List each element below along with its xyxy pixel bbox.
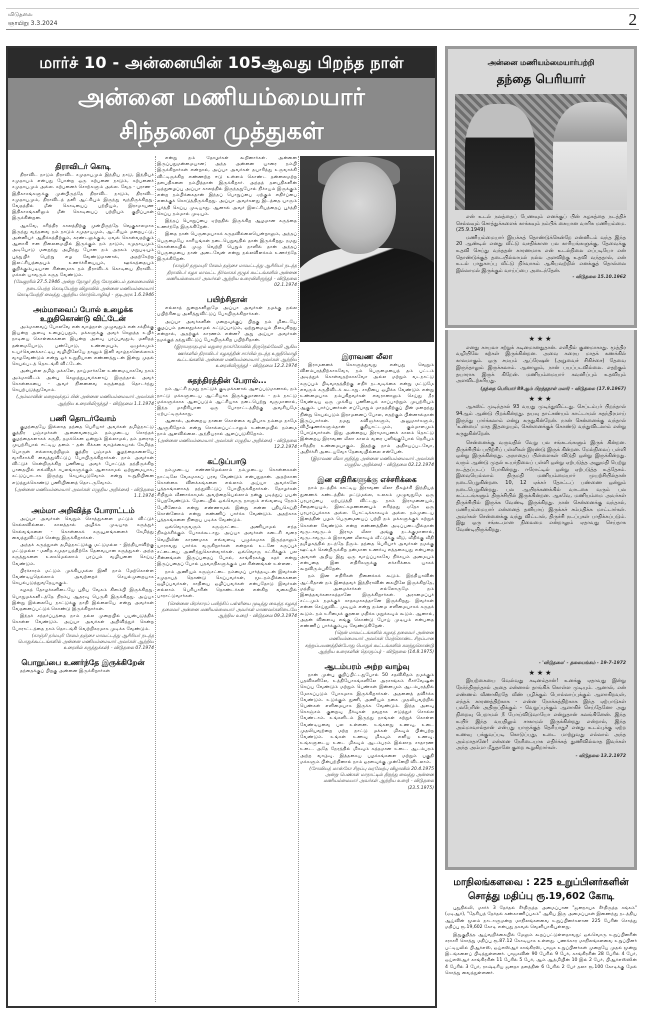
section-paragraph: திராவிட நாடும் திராவிட சமுதாயமும் இந்திய நாடு, இந்தியச் சமுதாயம் என்பது போன்ற ஒரு கற்பனை நாடும், கற்பனைச் சமுதாயமும் அல்ல. கற்பனைச் சொற்களும் அல்ல. வேத - புராண - இதிகாசங்களுக்கு முன்பிருந்தே திராவிட நாடும், திராவிட சமுதாயமும், திராவிடத் தனி ஆட்சியும் இருந்து வந்திருக்கிறது. வேதத்தில் மீன் கொடியைப் பற்றியும், இராமாயண இதிகாசங்களிலும் மீன் கொடியைப் பற்றியும் குறிப்புகள் இருக்கின்றன. <box>12 173 154 222</box>
issue-date: ஞாயிறு 3.3.2024 <box>8 20 58 27</box>
news-paragraph: புதுதில்லி, மார்ச் 3 தேர்தல் சீர்திருத்த அமைப்பான "ஜனநாயக சீர்திருத்த சங்கம்" (ஏடிஆர்), "தேசியத் தேர்தல் கண்காணிப்பகம்" ஆகிய இரு அமைப்புகள் இணைந்து நடத்திய ஆய்வின் மூலம் நாடாளுமன்ற மாநிலங்களவை உறுப்பினர்களான 225 பேரின் சொத்து மதிப்பு ரூ.19,602 கோடி என்பது தகவல் வெளியாகியுள்ளது. <box>445 906 637 930</box>
section-paragraph: நாம் நடத்திக் காட்டிய இராவண லீலா நிகழ்ச்சி இந்தியத் துணைக் கண்டத்தில் மட்டுமல்ல, உலகம் முழுவதுமே ஒரு பரபரப்பை ஏற்படுத்தி விட்டது. நாம் இராமனையும், சீதையையும், இலட்சுமணனையும் எரித்தது ஏதோ ஒரு பரபரப்புக்காக அல்ல. போட்டிக்காகவும் அல்ல. நம்முடைய இனத்தின் பழம் பெருமையைப் பற்றி நம் மக்களுக்குக் கற்றுக் கொள்ள வேண்டும் என்ற எண்ணத்தின் அடிப்படையில்தான் வருடாவருடம் இராம லீலா அங்கு நடக்குமானால், வருடாவருடம் இராவண லீலாவும் வீட்டுக்கு வீடு, வீதிக்கு வீதி தமிழகத்தில் நடந்தே தீரும். தந்தை பெரியார் அவர்கள் நமக்கு ஊட்டிச் சென்றிருக்கிற தன்மான உணர்வு எத்தகையது என்பதை அவாள் அறிய இது ஒரு வாய்ப்பாகவே நிச்சயம் அமையும் என்பதை இன எதிரிகளுக்கு எச்சரிக்கை யாகக் கூறவிரும்புகிறேன். <box>300 486 434 573</box>
section-paragraph: அந்தக் கருத்துகள் தமிழ்நாட்டுக்கு மட்டுமல்ல - இந்தியாவிற்கு மட்டுமல்ல - மனித சமுதாயத்திற்கே தேவையான கருத்துகள். அந்த கருத்துகளை உலகமெல்லாம் பரப்பும் வழியனை செய்ய வேண்டும். <box>12 542 154 567</box>
section-paragraph: குழந்தையே இல்லாத தந்தை பெரியார் அவர்கள் தமிழ்நாட்டு குத்திர பஞ்சமர்கள் அனைவரையும் தம்முடைய சொந்தக் குழந்தைகளாகக் கருதி, தமக்கென ஒன்றும் இல்லாமல், தம் தளராத முயற்சியால் ஈட்டிய தனம் - தன் சிக்கன வாழ்க்கையால் சேமித்த பொருள் எல்லாவற்றிலும் குத்திர பஞ்சமக் குழந்தைகளையே வாரிசாக்கி வைத்துவிட்டுப் போயிருக்கிறார்கள். நாம் அவர்கள் விட்டுச் சென்றிருக்கிற பணியை அவர் போட்டுத் தந்திருக்கிற பாதையில் எவ்விதச் சபலங்களுக்கும் ஆளாகாமல் ஒற்றுமையாக, கட்டுப்பாடாக இருந்து செயல்படுவோம் என்று உறுதியினை எடுத்துக்கொண்டு பணியினைத் தொடருவோம். <box>12 424 154 486</box>
section-paragraph: நம்முடைய எண்ணமெல்லாம் நம்முடைய கொள்கைகள் நாட்டிலே வேகமாகப் பரவ வேண்டும் என்பதுதான். அதற்கான கொள்கை விளக்கங்களை எல்லாம் அய்யா அவர்களே புத்தகங்களாகத் தந்துவிட்டுப் போயிருக்கிறார்கள். தோழர்கள் சிறிதும் வீணாக்காமல் அவற்றையெல்லாம் நன்கு படித்துப் பயன் பெறவேண்டும். மேடையில் ஒவ்வொரு நாளும் எவ்வளவு நேரம் பேசினோம் என்று எண்ணாமல் இன்று என்ன புதியசெய்தி சொன்னோம் என்று எண்ணிப் பார்க்க வேண்டும். அதற்காக புத்தகங்களை நிறைய படிக்க வேண்டும். <box>157 468 297 523</box>
sidebar-quote-1 <box>448 210 634 282</box>
separator-stars: ★★★ <box>528 394 554 403</box>
section-source: (தென் மாவட்டங்களில் கழகத் தலைவர் அன்னை மணியம்மையார் அவர்கள் மேற்கொண்ட சிறப்பான சுற்றுப்பயணத்தின்போது பொதுக் கூட்டங்களில் கலந்துகொண்டு ஆற்றிய உரைகளின் தொகுப்பு) - விடுதலை (14.8.1975) <box>304 631 434 655</box>
story-column-3 <box>300 346 434 1002</box>
section-source: (அன்னை மணியம்மையார் அவர்கள் எழுதிய அறிக்கை) - விடுதலை 1.1.1974 <box>14 487 154 499</box>
section-source: (இராவண லீலா குறித்து அன்னை மணியம்மையார் அவர்கள் எழுதிய அறிக்கை) - விடுதலை 02.12.1974 <box>310 457 434 469</box>
quote-source: - 'விடுதலை' - தலையங்கம் - 19-7-1972 <box>538 661 626 666</box>
section-paragraph: இந்தச் சந்தர்ப்பத்தை நாம் நல்ல முறையில் பயன்படுத்திக் கொள்ள வேண்டும். அய்யா அவர்கள் அறிவித்துச் சென்ற போராட்டத்தை நாம் தொடங்கி வெற்றிகரமாக முடிக்க வேண்டும். <box>12 614 154 632</box>
separator-stars: ★★★ <box>528 335 554 343</box>
sidebar-subtitle: அன்னை மணியம்மையார்பற்றி <box>487 58 595 67</box>
column-divider <box>298 156 299 1002</box>
quote-source: - விடுதலை 13.2.1972 <box>575 754 626 760</box>
section-heading: ஆடம்பரம் அற்ற வாழ்வு <box>324 661 410 671</box>
section-paragraph: அன்புள்ள தமிழ் மக்களே, தாய்மார்களே உண்மையாகவே நாம் அம்மாவிடம் அன்பு செலுத்துபவர்களாய் இருந்தால் அவர் கொள்கையை - அவர் நினைவை கருத்தைத் தொடர்ந்து செயற்படுத்துவோம். <box>12 369 154 394</box>
section-heading: பயிற்சிதான் <box>206 295 248 305</box>
masthead <box>6 8 639 30</box>
sidebar-quotes-continued <box>445 330 637 658</box>
section-paragraph: இந்தப் பொறுப்பை ஏற்றதில் இருக்கிற ஆழமான கருத்தை உணர்ந்தே இருக்கிறேன். <box>157 219 297 231</box>
section-paragraph: இராமனைக் கொளுத்துவது என்பது வெறும் விளம்பரத்திற்காகவோ, நம் பெருமையைத் தம் பட்டம் அடித்துக் கொள்வதற்காகவோ அல்ல மற்றும் வடநாட்டு கருப்பும் பிடிவாதத்திற்கு எதிர் நடவடிக்கை என்று மட்டுமே எவரும் கருதிவிடக் கூடாது. சாதியை ஒழிக்க வேண்டும் என்று உண்மையாக நம்புகிறவர்கள் எவரானாலும் செய்து தீர வேண்டிய ஒரு முக்கிய பணியைக் காப்பாற்றும் முயற்சியும் ஆகும். பார்ப்பனர்கள் எப்போதும் மாதத்திற்குப் பின் மறைந்து நின்று செயல்படும் இராமனைப் போல, எதற்கும் பின்னால்தான் இருப்பார்கள். நமது கவிஞர்களும், அனுமார்களும், விபீஷணர்களும்தான் குதியாட்டமும், கும்மாளமும் போடுவார்கள். இது அன்றைய இராமாயணக் காலம் தொட்டு இன்றைய இராவண லீலா காலம் வரை பளிங்குபோல் தெரியும் சரித்திர உண்மையாகும். இதற்கு நாம் அதிசயப்படவோ, அதிர்ச்சி அடையவோ தேவையில்லை என்பேன். <box>300 363 434 455</box>
sidebar-photo <box>455 94 627 210</box>
quote-paragraph: சென்னைக்கு வருவதில் வேறு பல சங்கடங்களும் இருக் கின்றன. திருச்சியில் பயிற்சிப் பள்ளிகள் இரண்டு இருக் கின்றன. மேல்நிலைப் பள்ளி ஒன்று இருக்கின்றது. அநாதைப் பிள்ளைகள் விடுதி ஒன்று இருக்கின்றது. வரும் ஆண்டு முதல் உயர்நிலைப் பள்ளி ஒன்று ஏற்படுத்த அனுமதி பெற்று நடத்தப்படப் போகின்றது. ஈரோட்டில் ஒன்று ஏற்படுத்த உத்தேசம். இவையெல்லாம் திருமதி மணியம்மையார் முயற்சியில்தான் நடைபெறுகின்றன. 10, 12 ஏக்கர் தோட்டப் பண்ணை ஒன்றும் நடைபெறுகின்றது. பல ஆயிரக்கணக்கில் வாடகை வரும் பல கட்டடங்களும் திருச்சியில் இருக்கின்றன. ஆகவே, மணியம்மை அவர்கள் திருச்சியில் இருக்க வேண்டி இருக்கிறது. நான் சென்னைக்கு வந்தால், மணியம்மையார் என்னைத் தனியாய் இருக்கச் சம்மதிக்க மாட்டார்கள். அவர்கள் சென்னைக்கு வந்து விட்டால், திருச்சி நடப்புகள் பாதிக்கப்படும். இது ஒரு சங்கடமான நிலைமை என்றாலும் ஏதாவது செய்தாக வேண்டியிருக்கிறது. <box>456 439 626 533</box>
quote-source: - விடுதலை 15.10.1962 <box>572 275 626 281</box>
sidebar-box <box>445 46 637 328</box>
section-paragraph: பிரச்சாரம் மட்டும் முக்கியமல்ல இனி நாம் மேற்கொள்ள வேண்டியதெல்லாம் அவற்றைச் செயல்முறையாக செயல்படுத்துவதேயாகும். <box>12 568 154 587</box>
column-divider <box>155 156 156 1002</box>
quote-paragraph: என் உடல் நலத்தைப் பேணவும் எனக்குப் பின் கழகத்தை நடத்திச் செல்லவும் சொத்துக்களைக் காக்கவும் நம்பிக் கையான வாரிசு மணியம்மை. (25.9.1949) <box>456 214 626 234</box>
section-paragraph: கழகத் தோழர்களிடையே புதிய வேகம் கிளம்பி இருக்கிறது. பொதுமக்களிடத்தே நிரம்ப ஆதரவு பெருகி இருக்கிறது. அய்யா இன்று இல்லையே நாட்டுக்கு நாதி இல்லையே என்று அவர்கள் வேதனைப்பட்டுக் கொண்டு இருக்கிறார்கள். <box>12 588 154 612</box>
section-paragraph: அய்யா அவர்களின் மறைவுக்குப் பிறகு நம் மிடையே குழப்பம் தலைதூக்காமல் கட்டுப்பாடும், ஒற்றுமையும் நிலவுகிறது என்றால், அதற்குக் காரணம் என்ன? அது அய்யா அவர்கள் நமக்குத் தந்துவிட்டுப் போயிருக்கிற பயிற்சிதான். <box>157 319 297 344</box>
quote-paragraph: இயற்கையை வெல்வது கடினம்தான்! உனக்கு ஏதாவது இன்று நேர்ந்திருந்தால் அதை என்னால் தாங்கிக் கொள்ள முடியும். ஆனால், என் எண்ணம் வீணாகிறதே வீண் பழிக்கும் பொல்லாப்புக்கும் ஆளாகிறவள், எந்தக் காரணத்திற்காக - என்ன நோக்கத்திற்காக இந்த ஏற்பாடுகள் பலபேரின் அதிருப்திக்கும் - வெறுப்புக்கும் ஆளாகிச் செய்தேனோ அது நிறைவு பெறாமல் நீ போய்விடுவாயோ என்றுதான் கலங்கினேன். இந்த உயிர் இந்த வயதிலும் சாகாமல் இருக்கின்றது என்றால், இந்த அம்மாவால்தான் என்பது யாருக்குத் தெரியாது? எனது உடம்புக்கு ஏற்ற உணவு பக்குவப்படி கொடுப்பது, உடை மாற்றுவது எல்லாம் அந்த அம்மாதானே! என்னை நேரிடையாக எதிர்க்கத் துணிவில்லாத இவர்கள் அந்த அம்மா மீதுதானே குறை கூறுகிறார்கள். <box>456 678 626 752</box>
quote-source: (தந்தை பெரியார் 89ஆம் பிறந்தநாள் மலர்) - விடுதலை (17.9.1967) <box>480 386 626 392</box>
section-source: (காஞ்சி தர்மபுரி சேலம் தஞ்சை மாவட்டத்து ஆசிரியர் நடத்த பொதுக்கூட்டங்களில் அன்னை மணியம்மையார் அவர்கள் ஆற்றிய உரையில் கருத்துக்கள்) - விடுதலை 07.1974 <box>17 633 154 652</box>
section-heading: பணி தொடர்வோம் <box>49 413 117 423</box>
photo-person-periyar <box>553 102 627 210</box>
main-story <box>6 46 437 1008</box>
section-paragraph: நான் முன்பு குறிப்பிட்டதுபோல் 50 சதவிகிதம் நமக்கும் பதவிகளிலே, உத்தியோகங்களிலே அரசாங்கம் ரிசர்வேஷன் செய்ய வேண்டும் மற்றும் பெண்கள் இன்னமும் ஆடம்பரத்தில் மோகப்படும் போகமாக இருக்கிறார்கள். அதனைத் தவிர்க்க வேண்டும். உடுக்கும் துணி, அணியும் நகை முதலியவற்றில் பெண்கள் எளிமையாக இருக்க வேண்டும். இந்த அளவு கொஞ்சம் குறைவு தீர்வுகள் தவறாக எடுத்துச் சொல்ல வேண்டாம். உங்களிடம் இருந்து நாங்கள் கற்றுக் கொள்ள வேண்டியவை பல உள்ளன. உங்களது உணவு, உடை முதலியவற்றை மற்ற நாட்டு மக்கள் மிகவும் பின்பற்ற வேண்டும். உங்கள் உணவு மிகவும் எளிய உணவு. உங்களுடைய உடை மிகவும் ஆடம்பரம் இல்லாத சாதாரண உடை. அதே நேரத்தில் மிகவும் சுத்தமான உடை. ஆடம்பரம் அற்ற வாழ்வு. இத்தகைய பழக்கங்களை மற்றும் பகுதி மக்களும் பின்பற்றினால் நாம் ஓரளவுக்கு முன்னேறி விடலாம். <box>300 672 434 765</box>
section-source: (அம்மாவின் மறைவுக்குப் பின் அன்னை மணியம்மையார் அவர்கள் ஆற்றிய உரையிலிருந்து) - விடுதலை 1.1.1974 <box>16 395 154 407</box>
section-heading: சுதந்திரத்தின் பேரால்... <box>187 376 267 386</box>
section-heading: பொறுப்பை உணர்ந்தே இருக்கிறேன் <box>21 658 145 668</box>
section-paragraph: நம் ஆட்சி நமது நாட்டுக் குடிமக்களால் ஆளப்படுமானால், நம் நாட்டு மக்களுடைய ஆட்சியாக இருக்குமானால் - நம் நாட்டு மக்களுக்காக ஆளப்படும் ஆட்சியாக நடைபெற்று வருமானால், இந்த மாதிரியான ஒரு போராட்டத்திற்கு அவசியமே ஏற்பட்டிருக்காது. <box>157 387 297 418</box>
headline-line-2: சிந்தனை முத்துகள் <box>119 117 324 145</box>
sidebar-title: தந்தை பெரியார் <box>496 72 586 86</box>
news-headline <box>445 876 637 904</box>
story-headline <box>8 78 435 150</box>
section-source: (அன்னை மணியம்மையார் அவர்கள் எழுதிய அறிக்கை) - விடுதலை 12.2.1974 <box>157 438 297 451</box>
paper-name: விடுதலை <box>8 12 33 18</box>
section-paragraph: அம்மாவைப் போலவே என் வாழ்நாள் முழுவதும் என் சக்திக்கு இயன்ற அளவு உழைப்பதும், மக்களுக்கு அவர் செலுத்த உயிர் நாடியை கொள்கைகளை இயன்ற அளவு பரப்புவதும், மனிதத் தன்மையோடு, பண்போடு, உண்மையும், ஒழுக்கமும் உயர்வெனக்காட்டிய வழியிலேயே நானும் இனி வாழ்நாளெல்லாம் வாழவேண்டும் என்று ஓர் உறுதியான எண்ணத்துடன் இன்று முதல் செயல்படத் தொடங்கி விட்டேன். <box>12 325 154 368</box>
section-source: (சென்னை பிரச்சாரப் பயிற்சிப் பள்ளியை முடித்து வைத்த கழகத் தலைவர் அன்னை மணியம்மையார் அவர்கள் மாணவர்களிடையே ஆற்றிய உரை) - விடுதலை 09.3.1974 <box>161 601 297 619</box>
section-heading: இன எதிரிகளுக்கு எச்சரிக்கை <box>317 475 417 485</box>
section-paragraph: ஆகவே, சரித்திர காலத்திற்கு முன்பிருந்தே வெகுகாலமாக இருந்து வந்தவை நம் நாடும் சமுதாயமும், ஆட்சியும் மறைபட்டு, அன்னியர் ஆதிக்கத்திற்கும், சுரண்டலுக்கும், ஏவல் கொள்வதற்கும் ஆளாகி ஈன நிலைமையில் இருக்கும் நம் நாடும், சமுதாயமும் அடியோடு மறைந்து அழிந்து போன நம் அரசும் மறுபடியும் புத்துயிர் பெற்று எழ வேண்டுமானால், அதற்கேற்ற இலட்சியத்தையும் உணர்ச்சியையும், ஊக்கத்தையும் குறிக்கும்படியான சின்னமாக நம் திராவிடக் கொடியை திராவிட மக்கள் யாவரும் கருத வேண்டும். <box>12 223 154 279</box>
headline-line-1: அன்னை மணியம்மையார் <box>78 83 365 111</box>
section-paragraph: இதை நான் பெருமையாகக் கருதவில்லையென்றாலும், அந்தப் பெருமையே காரியங்கள் நடைபெறுவதில் தான் இருக்கிறது. நமது கொள்கையில் முழு வெற்றி பெறும் நாளில் தான் அந்தப் பெருமையை நான் அடைவேன் என்று நல்லவிளக்கம் உணர்ந்தே இருக்கிறேன். <box>157 232 297 263</box>
story-kicker: மார்ச் 10 - அன்னையின் 105ஆவது பிறந்த நாள் <box>8 48 435 78</box>
section-paragraph: ஒவ்வொருவரும் கருஞ்சட்டை அணியாமல் எந்த நிகழ்ச்சிக்கும் போகக்கூடாது. அய்யா அவர்கள் கடைசி வரை வெயிலின் காரணமாக எவ்வளவு புழுக்கமாக இருந்தாலும் யாராவது பார்க்க வருகிறார்கள் என்றால் உடனே கருப்புச் சட்டையை அணிந்துகொள்வார்கள். ஒவ்வொரு கட்சிக்கும் பல சின்னங்கள் இருப்பதைப் போல், காங்கிரசுக்கு கதர் என்று இருப்பதைப் போல் பதவாதிகளுக்கும் பல சின்னங்கள் உள்ளன. <box>157 525 297 568</box>
story-columns <box>8 152 435 1006</box>
section-heading: அம்மா அறிவித்த போராட்டம் <box>31 506 135 516</box>
section-heading: திராவிடர் கொடி <box>55 162 111 171</box>
section-source: (சோவியத் மாஸ்கோ சிறப்பு வரவேற்பு விழாவில் 20.4.1975 அன்று பெண்கள் மாநாட்டில் திறந்து வைத்து அன்னை மணியம்மையார் அவர்கள் ஆற்றிய உரை) - விடுதலை (23.5.1975) <box>309 766 434 791</box>
separator-stars: ★★★ <box>528 668 554 677</box>
section-paragraph: எல்லாத் துறைகளிலுமே அய்யா அவர்கள் நமக்கு நல்ல பயிற்சியை அளித்துவிட்டுப் போயிருக்கிறார்கள். <box>157 306 297 318</box>
section-paragraph: தந்தைக்குப் பிறகு அன்னை இருக்கிறார்கள் <box>20 669 111 675</box>
section-paragraph: நாம் அணியும் கருஞ்சட்டை நம்மைப் பார்த்தவுடன் இவர்கள் சமுதாயத் தொண்டு செய்பவர்கள், மூடநம்பிக்கைகளை ஒழிப்பவர்கள், சாதியை ஒழிப்பவர்கள் என்பதோடு இவர்கள் எல்லாம் பெரியாரின் தொண்டர்கள் என்கிற வகையில் பாராட்டுவார்கள். <box>157 569 297 600</box>
section-paragraph: நம் இன எதிரிகள் நினைக்கக் கூடும். இந்தியாவின் ஆட்சிதான் நம் இனத்தவர் இந்திராவின் கையிலே இருக்கிறதே, மத்திய அமைச்சர்கள் எல்லோருமே நம் இனத்தவர்களாகத்தானே இருக்கிறார்கள். அரசமைப்புச் சட்டமும் நமக்குச் சாதகமாகத்தானே இருக்கிறது. இவர்கள் என்ன செய்துவிட முடியும் என்று நம்மை எளிமையாகக் கருதக் கூடும். நம் உரிமைக் குரலை மதிக்க மறுக்கவும் கூடும். ஆனால், அதன் விளைவு எங்கு கொண்டு போய் முடியும் என்பதை எண்ணிப் பார்க்கும்படி வேண்டுகிறேன். <box>300 574 434 629</box>
quote-paragraph: எனது காயலா சற்றுக் கடினமானதுதான். எளிதில் குணமாகாது. மூத்திர வழியிலே கற்கள் இருக்கின்றன. அவை கரைய மாதக் கணக்கில் காலமாகும். ஒரு சமயம் ஆப்ரேஷன் (அறுவைச் சிகிச்சை) தேவை இருந்தாலும் இருக்கலாம். ஆனாலும், நான் பயப்படவில்லை. எதற்கும் தயாராக இருக் கிறேன். மணியம்மையார் கவனிப்பும் உதவியும் அளவிடற்கரியது. <box>456 344 626 385</box>
section-source: (காஞ்சி தருமபுரி சேலம் தஞ்சை மாவட்டத்து ஆசிரியர் நடத்த திராவிடர் கழக மாவட்ட நிர்வாகக் குழுக் கூட்டங்களில் அன்னை மணியம்மையார் அவர்கள் ஆற்றிய உரையிலிருந்து) - விடுதலை 02.1.1974 <box>166 264 297 289</box>
section-heading: அம்மாவைப் போல் உழைக்க உறுதிகொண்டு விட்டேன் <box>33 305 133 324</box>
story-column-2 <box>157 156 297 1002</box>
section-paragraph: ஆனால், அன்றைய நாளை கொள்கை வழியாக நம்மை நாமே ஆளுகிறோம் என்று சொல்லப்பட்டாலும் உண்மையில் நம்மை நாம் ஆளவில்லை. அந்நியரால் ஆளப்படுகிறோம். <box>157 419 297 437</box>
portrait-face <box>322 162 396 254</box>
page-number: 2 <box>628 10 637 29</box>
news-headline-line-1: மாநிலங்களவை : 225 உறுப்பினர்களின் <box>453 877 629 888</box>
section-heading: கட்டுப்பாடு <box>207 457 247 467</box>
news-paragraph: இதுகுறித்த ஆய்வறிக்கையில் மேலும் கூறப்பட்டுள்ளதாவது: ஒவ்வொரு உறுப்பினரின் சராசரி சொத்து மதிப்பு ரூ.87.12 கோடியாக உள்ளது. பணக்கார மாநிலங்களவை உறுப்பினர் பட்டியலில் பிஆர்எஸ், ஒய்எஸ்ஆர் காங்கிரஸ், பாஜக உறுப்பினர்கள் முறையே முதல் மூன்று இடங்களைப் பிடித்துள்ளனர். பாஜகவின் 90 பேரில் 9 பேர், காங்கிரசின் 28 பேரில் 4 பேர், ஒய்எஸ்ஆர் காங்கிரசின் 11 பேரில் 5 பேர், ஆம் ஆத்மியின் 10 இல் 2 பேர், பிஆர்எஸ்ஸின் 4 பேரில் 3 பேர், ராஷ்டிரிய ஜனதா தளத்தின் 6 பேரில் 2 பேர் தலா ரூ.100 கோடிக்கு மேல் சொத்து வைத்துள்ளனர். <box>445 933 637 976</box>
story-column-1 <box>12 156 154 1002</box>
section-paragraph: அய்யா அவர்கள் வெறும் சொத்துகளை மட்டும் விட்டுச் செல்லவில்லை. காலத்தால் அழிக்க முடியாத கருத்துச் செல்வங்களை - கொள்கைக் கருவூலங்களைச் சேமித்து வைத்துவிட்டுச் சென்று இருக்கிறார்கள். <box>12 517 154 541</box>
quote-paragraph: மணியம்மையார் இயக்கத் தொண்டுக்கென்றே என்னிடம் வந்த இந்த 20 ஆண்டில் எனது வீட்டு வசதிக்கான பல காரியங்களுக்கு, தேவைக்கு உதவி செய்து வந்ததன் காரணமாக என் உடல்நிலை எப்படியோ என் தொண்டுக்குத் தடையில்லாமல் நல்ல அளவிற்கு உதவி வந்ததால், என் உடல் பாதுகாப்பு வீட்டு நிர்வாகம் ஆகியவற்றில் எனக்குத் தொல்லை இல்லாமல் இருக்கும் வாய்ப்பை அடைந்தேன். <box>456 234 626 274</box>
section-source: (இராமநாதபுரம் மதுரை நாகர்கோவில் திருநெல்வேலி ஆகிய ஊர்களில் திராவிடர் கழகத்தின் சார்பில் நடந்த உறுதிமொழி கூட்டங்களில் அன்னை மணியம்மையார் அவர்கள் ஆற்றிய உரையிலிருந்து) - விடுதலை 12.2.1974 <box>174 345 297 370</box>
news-headline-line-2: சொத்து மதிப்பு ரூ.19,602 கோடி <box>467 891 615 902</box>
portrait-photo <box>300 156 434 342</box>
portrait-saree <box>300 248 434 342</box>
section-source: (வேலூரில் 27.5.1946 அன்று தோழர் திரு கோதண்டம் தலைமையில் நடைபெற்ற கொடியேற்று விழாவில் அன்னை மணியம்மையார் கொடியேற்றி வைத்து ஆற்றிய சொற்பொழிவு) - குடிஅரசு 1.6.1946 <box>13 280 154 298</box>
photo-person-maniammai <box>465 104 535 210</box>
sidebar-quotes-end <box>445 658 637 870</box>
news-article <box>445 876 637 1016</box>
section-paragraph: என்று நம் தோழர்கள் கூறினார்கள். அன்னை இருப்பதுமன்மையான; அந்த அன்னை யாரை நம்பி இருக்கிறார்கள் என்றால், அய்யா அவர்கள் தயாரித்து உருவாக்கி விட்டிருக்கிற எண்ணற்ற ஈடு உள்ளம் கொண்ட தன்னலமற்ற தளபதிகளை நம்பித்தான் இருக்கிறார். அந்தத் தளபதிகளின் ஒத்துழைப்பு அய்யா காலத்தில் இருந்ததுபோல் நிச்சயம் இருக்கும் என்ற நம்பிக்கைதான் இந்தப் பொறுப்பை ஏற்கும் எதிர்ப்பை எனக்குக் கொடுத்திருக்கிறது. அய்யா அவர்களது இடத்தை யாரும் பூர்த்தி செய்ய முடியாது. ஆனால் அவர் இலட்சியத்தைப் பூர்த்தி செய்ய நம்மால் முடியும். <box>157 156 297 217</box>
section-heading: இராவண லீலா <box>341 352 393 361</box>
quote-paragraph: ஆகஸ்ட் முடிந்தால் 93 வயது முடிந்துவிட்டது. செப்டம்பர் பிறந்தால் 94ஆம் ஆண்டு பிறக்கின்றது. தயவு தாட்சண்யம் காட்டாமல் சுதந்திரமாய் இருந்து பார்க்கலாம் என்று கருதுகின்றேன். நான் சென்னைக்கு வந்தால் 'உண்மை' மாத இதழையும், சென்னைக்குக் கொண்டு வந்துவிடலாம் என்று கருதுகின்றேன். <box>456 404 626 438</box>
